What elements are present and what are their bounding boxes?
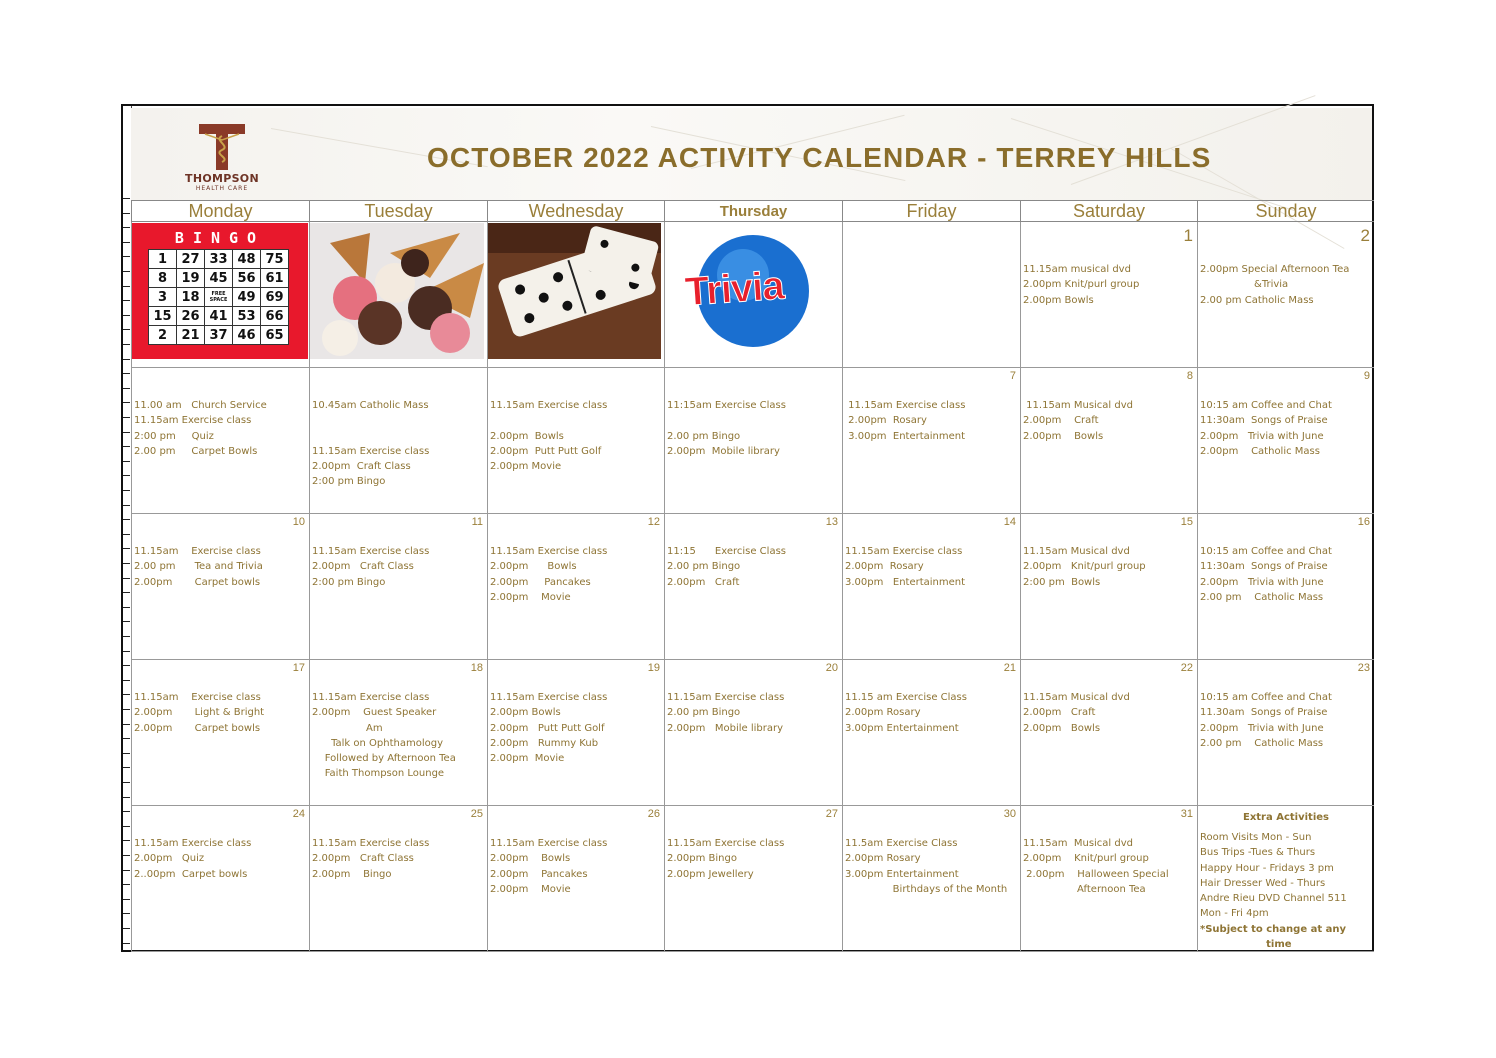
margin-tick	[123, 548, 130, 549]
bingo-number: 41	[205, 307, 233, 326]
margin-tick	[123, 461, 130, 462]
bingo-number: 18	[177, 288, 205, 307]
bingo-number: 48	[233, 250, 261, 269]
margin-tick	[123, 388, 130, 389]
margin-tick	[123, 315, 130, 316]
bingo-number: 15	[149, 307, 177, 326]
margin-tick	[123, 563, 130, 564]
day-number: 9	[1363, 370, 1370, 382]
margin-tick	[123, 271, 130, 272]
activity-list: 11.15 am Exercise Class 2.00pm Rosary 3.00pm Entertainment	[845, 692, 967, 734]
day-header-wednesday: Wednesday	[487, 200, 664, 222]
activity-list: 11.15am Musical dvd 2.00pm Knit/purl group 2:00 pm Bowls	[1023, 546, 1146, 588]
activity-list: 10.45am Catholic Mass 11.15am Exercise class 2.00pm Craft Class 2:00 pm Bingo	[312, 400, 430, 488]
day-number: 12	[647, 516, 660, 528]
bingo-number: 49	[233, 288, 261, 307]
margin-tick	[123, 329, 130, 330]
calendar-day-cell	[487, 660, 664, 806]
day-number: 19	[647, 662, 660, 674]
margin-tick	[123, 884, 130, 885]
day-number: 23	[1357, 662, 1370, 674]
margin-tick	[123, 651, 130, 652]
calendar-day-cell	[309, 806, 487, 952]
bingo-number: 66	[261, 307, 289, 326]
page-title: OCTOBER 2022 ACTIVITY CALENDAR - TERREY HILLS	[427, 142, 1212, 173]
logo-subtitle: HEALTH CARE	[195, 185, 249, 192]
day-number: 7	[1009, 370, 1016, 382]
margin-tick	[123, 198, 130, 199]
day-number: 24	[292, 808, 305, 820]
calendar-day-cell	[1020, 660, 1197, 806]
margin-tick	[123, 286, 130, 287]
activity-list: 11.15am Exercise class 2.00 pm Bingo 2.00pm Mobile library	[667, 692, 785, 734]
calendar-day-cell	[1197, 222, 1374, 368]
calendar-day-cell	[1197, 514, 1374, 660]
margin-tick	[123, 899, 130, 900]
activity-list: 11.15am Exercise class 2.00 pm Tea and Trivia 2.00pm Carpet bowls	[134, 546, 263, 588]
dominoes-icon	[488, 223, 661, 359]
activity-list: 11.15am Exercise class 2.00pm Craft Class 2:00 pm Bingo	[312, 546, 430, 588]
calendar-day-cell	[1020, 806, 1197, 952]
calendar-day-cell	[1020, 222, 1197, 368]
calendar-day-cell	[487, 514, 664, 660]
day-number: 13	[825, 516, 838, 528]
margin-tick	[123, 665, 130, 666]
margin-tick	[123, 709, 130, 710]
activity-list: 11.15am Exercise class 2.00pm Bowls 2.00pm Putt Putt Golf 2.00pm Movie	[490, 400, 608, 473]
bingo-number: FREE SPACE	[205, 288, 233, 307]
calendar-day-cell	[842, 514, 1020, 660]
bingo-number: 75	[261, 250, 289, 269]
day-number: 21	[1003, 662, 1016, 674]
day-number: 15	[1180, 516, 1193, 528]
calendar-day-cell	[309, 514, 487, 660]
margin-tick	[123, 782, 130, 783]
caduceus-icon	[177, 122, 267, 172]
margin-tick	[123, 432, 130, 433]
activity-list: 11:15am Exercise Class 2.00 pm Bingo 2.00pm Mobile library	[667, 400, 786, 457]
extra-activities-title: Extra Activities	[1243, 812, 1329, 823]
margin-tick	[123, 475, 130, 476]
activity-list: 11.15am Exercise class 2.00pm Bowls 2.00pm Pancakes 2.00pm Movie	[490, 546, 608, 603]
margin-tick	[123, 928, 130, 929]
day-header-sunday: Sunday	[1197, 200, 1374, 222]
activity-list: 11.15am Exercise class 2.00pm Bowls 2.00pm Putt Putt Golf 2.00pm Rummy Kub 2.00pm Movie	[490, 692, 608, 765]
margin-tick	[123, 826, 130, 827]
calendar-day-cell	[131, 806, 309, 952]
margin-tick	[123, 607, 130, 608]
day-number: 1	[1183, 226, 1193, 245]
day-number: 30	[1003, 808, 1016, 820]
bingo-number: 46	[233, 326, 261, 345]
margin-tick	[123, 738, 130, 739]
day-number: 14	[1003, 516, 1016, 528]
trivia-label: Trivia	[683, 263, 785, 315]
calendar-day-cell	[664, 368, 842, 514]
bingo-number: 56	[233, 269, 261, 288]
activity-list: 11.15am Musical dvd 2.00pm Craft 2.00pm Bowls	[1023, 400, 1134, 442]
activity-list: Room Visits Mon - Sun Bus Trips -Tues & Thurs Happy Hour - Fridays 3 pm Hair Dresser Wed - Thurs Andre Rieu DVD Channel 511 Mon - Fri 4pm	[1200, 832, 1347, 920]
day-number: 25	[470, 808, 483, 820]
activity-list: 11.15am Exercise class 2.00pm Light & Bright 2.00pm Carpet bowls	[134, 692, 265, 734]
margin-tick	[123, 344, 130, 345]
bingo-number: 8	[149, 269, 177, 288]
day-number: 20	[825, 662, 838, 674]
bingo-number: 65	[261, 326, 289, 345]
day-header-tuesday: Tuesday	[309, 200, 487, 222]
bingo-card-image	[132, 223, 308, 359]
ice-cream-cones-icon	[310, 223, 484, 359]
calendar-day-cell	[309, 660, 487, 806]
calendar-day-cell	[664, 806, 842, 952]
margin-tick	[123, 753, 130, 754]
margin-tick	[123, 797, 130, 798]
margin-tick	[123, 505, 130, 506]
activity-list: 11:15 Exercise Class 2.00 pm Bingo 2.00pm Craft	[667, 546, 786, 588]
activity-list: 11.15am Exercise class 2.00pm Bingo 2.00pm Jewellery	[667, 838, 785, 880]
calendar-day-cell	[131, 368, 309, 514]
margin-tick	[123, 855, 130, 856]
calendar-day-cell	[842, 368, 1020, 514]
calendar-day-cell	[487, 806, 664, 952]
calendar-day-cell	[487, 368, 664, 514]
day-number: 27	[825, 808, 838, 820]
margin-tick	[123, 621, 130, 622]
calendar	[121, 104, 1374, 952]
bingo-number: 26	[177, 307, 205, 326]
calendar-day-cell	[1197, 368, 1374, 514]
ice-cream-image	[310, 223, 484, 359]
activity-list: 11.15am Musical dvd 2.00pm Craft 2.00pm Bowls	[1023, 692, 1130, 734]
day-number: 22	[1180, 662, 1193, 674]
bingo-number: 53	[233, 307, 261, 326]
bingo-number: 69	[261, 288, 289, 307]
margin-tick	[123, 913, 130, 914]
bingo-number: 27	[177, 250, 205, 269]
margin-tick	[123, 359, 130, 360]
calendar-day-cell	[664, 514, 842, 660]
calendar-day-cell	[1020, 368, 1197, 514]
margin-tick	[123, 417, 130, 418]
bingo-number: 45	[205, 269, 233, 288]
calendar-day-cell	[664, 660, 842, 806]
bingo-number: 33	[205, 250, 233, 269]
margin-tick	[123, 256, 130, 257]
calendar-day-cell	[1020, 514, 1197, 660]
activity-list: 11.15am Exercise class 2.00pm Craft Class 2.00pm Bingo	[312, 838, 430, 880]
day-number: 31	[1180, 808, 1193, 820]
margin-tick	[123, 811, 130, 812]
calendar-day-cell	[131, 514, 309, 660]
activity-list: 2.00pm Special Afternoon Tea &Trivia 2.00 pm Catholic Mass	[1200, 264, 1350, 306]
calendar-day-cell	[1197, 806, 1374, 952]
bingo-number-grid	[148, 249, 289, 345]
calendar-day-cell	[842, 660, 1020, 806]
logo-name: THOMPSON	[185, 172, 259, 185]
margin-tick	[123, 870, 130, 871]
activity-list: 11.5am Exercise Class 2.00pm Rosary 3.00pm Entertainment Birthdays of the Month	[845, 838, 1008, 895]
margin-tick	[123, 592, 130, 593]
day-number: 26	[647, 808, 660, 820]
trivia-image	[665, 223, 839, 359]
activity-list: 11.15am Exercise class 2.00pm Rosary 3.00pm Entertainment	[848, 400, 966, 442]
margin-tick	[123, 446, 130, 447]
margin-tick	[123, 767, 130, 768]
day-number: 11	[471, 516, 483, 528]
bingo-number: 2	[149, 326, 177, 345]
subject-to-change-note: *Subject to change at any time	[1200, 924, 1346, 951]
margin-tick	[123, 227, 130, 228]
calendar-header	[131, 108, 1372, 200]
activity-list: 10:15 am Coffee and Chat 11.30am Songs of Praise 2.00pm Trivia with June 2.00 pm Catholic Mass	[1200, 692, 1332, 749]
margin-tick	[123, 519, 130, 520]
margin-tick	[123, 724, 130, 725]
dominoes-image	[488, 223, 661, 359]
day-number: 8	[1186, 370, 1193, 382]
calendar-day-cell	[309, 368, 487, 514]
company-logo	[177, 122, 267, 194]
bingo-number: 3	[149, 288, 177, 307]
margin-tick	[123, 300, 130, 301]
day-number: 10	[292, 516, 305, 528]
activity-list: 11.15am Exercise class 2.00pm Quiz 2..00pm Carpet bowls	[134, 838, 252, 880]
calendar-day-cell	[1197, 660, 1374, 806]
day-header-saturday: Saturday	[1020, 200, 1197, 222]
activity-list: 11.15am Exercise class 2.00pm Rosary 3.00pm Entertainment	[845, 546, 966, 588]
bingo-number: 21	[177, 326, 205, 345]
margin-tick	[123, 402, 130, 403]
margin-tick	[123, 213, 130, 214]
margin-tick	[123, 694, 130, 695]
calendar-day-cell	[842, 222, 1020, 368]
activity-list: 11.15am Exercise class 2.00pm Guest Speaker Am Talk on Ophthamology Followed by Afternoon Tea Faith Thompson Lounge	[312, 692, 456, 780]
margin-tick	[123, 840, 130, 841]
activity-list: 10:15 am Coffee and Chat 11:30am Songs of Praise 2.00pm Trivia with June 2.00 pm Catholic Mass	[1200, 546, 1332, 603]
activity-list: 11.15am Musical dvd 2.00pm Knit/purl group 2.00pm Halloween Special Afternoon Tea	[1023, 838, 1169, 895]
day-header-monday: Monday	[131, 200, 309, 222]
day-header-friday: Friday	[842, 200, 1020, 222]
margin-tick	[123, 578, 130, 579]
calendar-day-cell	[842, 806, 1020, 952]
bingo-number: 19	[177, 269, 205, 288]
day-number: 16	[1357, 516, 1370, 528]
margin-tick	[123, 534, 130, 535]
activity-list: 11.15am Exercise class 2.00pm Bowls 2.00pm Pancakes 2.00pm Movie	[490, 838, 608, 895]
activity-list: 10:15 am Coffee and Chat 11:30am Songs of Praise 2.00pm Trivia with June 2.00pm Catholic Mass	[1200, 400, 1332, 457]
bingo-number: 61	[261, 269, 289, 288]
margin-tick	[123, 943, 130, 944]
margin-tick	[123, 680, 130, 681]
day-number: 17	[292, 662, 305, 674]
margin-tick	[123, 490, 130, 491]
day-number: 2	[1360, 226, 1370, 245]
margin-tick	[123, 373, 130, 374]
margin-tick	[123, 636, 130, 637]
calendar-day-cell	[131, 660, 309, 806]
bingo-title: BINGO	[174, 229, 266, 247]
activity-list: 11.15am musical dvd 2.00pm Knit/purl group 2.00pm Bowls	[1023, 264, 1140, 306]
bingo-number: 1	[149, 250, 177, 269]
activity-list: 11.00 am Church Service 11.15am Exercise class 2:00 pm Quiz 2.00 pm Carpet Bowls	[134, 400, 267, 457]
day-header-thursday: Thursday	[664, 200, 842, 222]
bingo-number: 37	[205, 326, 233, 345]
margin-tick	[123, 242, 130, 243]
day-number: 18	[470, 662, 483, 674]
